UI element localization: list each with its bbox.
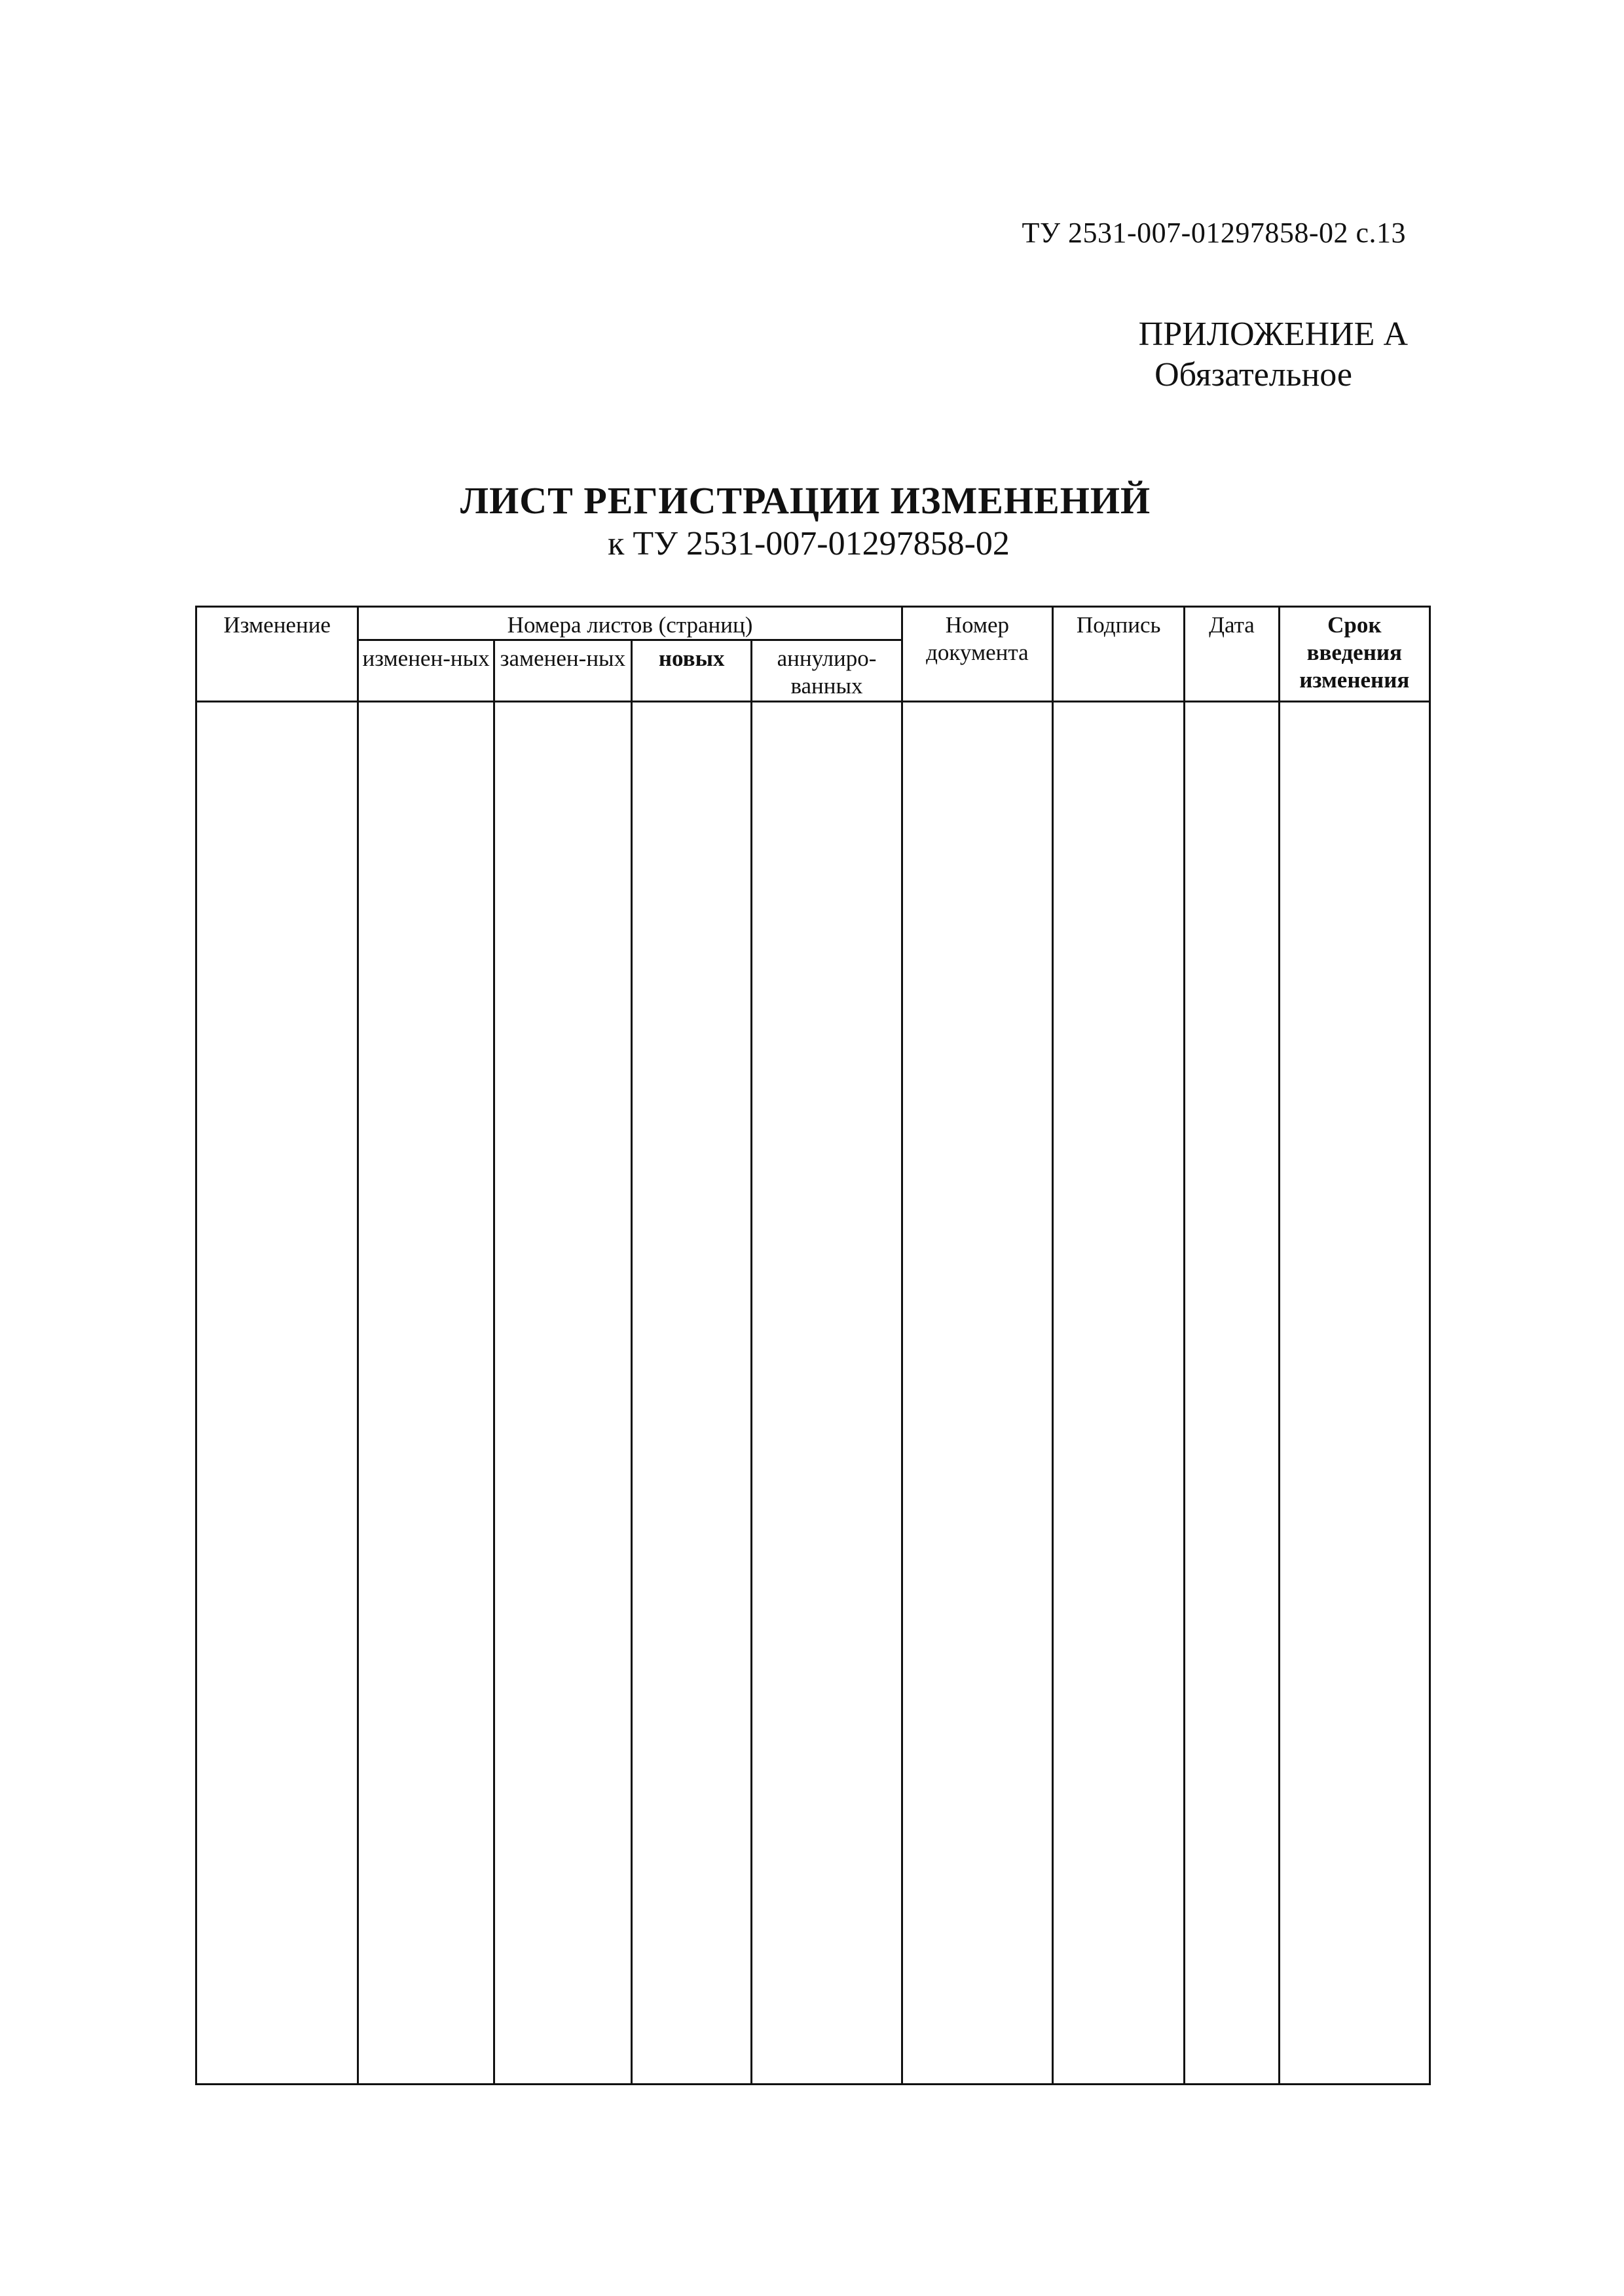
header-change: Изменение (196, 607, 358, 702)
header-date: Дата (1185, 607, 1279, 702)
table-row (196, 702, 1430, 2085)
cell-signature[interactable] (1053, 702, 1185, 2085)
header-signature: Подпись (1053, 607, 1185, 702)
page-subtitle: к ТУ 2531-007-01297858-02 (608, 525, 1010, 562)
cell-doc-number[interactable] (902, 702, 1052, 2085)
title-block (0, 478, 1624, 564)
change-register-table (195, 606, 1431, 2085)
cell-term[interactable] (1279, 702, 1430, 2085)
header-modified: изменен-ных (358, 640, 494, 702)
header-doc-number: Номер документа (902, 607, 1052, 702)
cell-annulled[interactable] (752, 702, 902, 2085)
cell-new[interactable] (632, 702, 752, 2085)
page-title: ЛИСТ РЕГИСТРАЦИИ ИЗМЕНЕНИЙ (460, 479, 1151, 522)
header-new: новых (632, 640, 752, 702)
header-sheet-numbers: Номера листов (страниц) (358, 607, 902, 640)
running-header: ТУ 2531-007-01297858-02 с.13 (1022, 217, 1406, 249)
header-row-1 (196, 607, 1430, 640)
appendix-status: Обязательное (1154, 356, 1352, 393)
appendix-block (1067, 314, 1408, 395)
cell-date[interactable] (1185, 702, 1279, 2085)
appendix-label: ПРИЛОЖЕНИЕ А (1138, 316, 1408, 353)
cell-replaced[interactable] (494, 702, 631, 2085)
cell-modified[interactable] (358, 702, 494, 2085)
header-replaced: заменен-ных (494, 640, 631, 702)
header-term: Срок введения изменения (1279, 607, 1430, 702)
header-annulled: аннулиро-ванных (752, 640, 902, 702)
cell-change[interactable] (196, 702, 358, 2085)
